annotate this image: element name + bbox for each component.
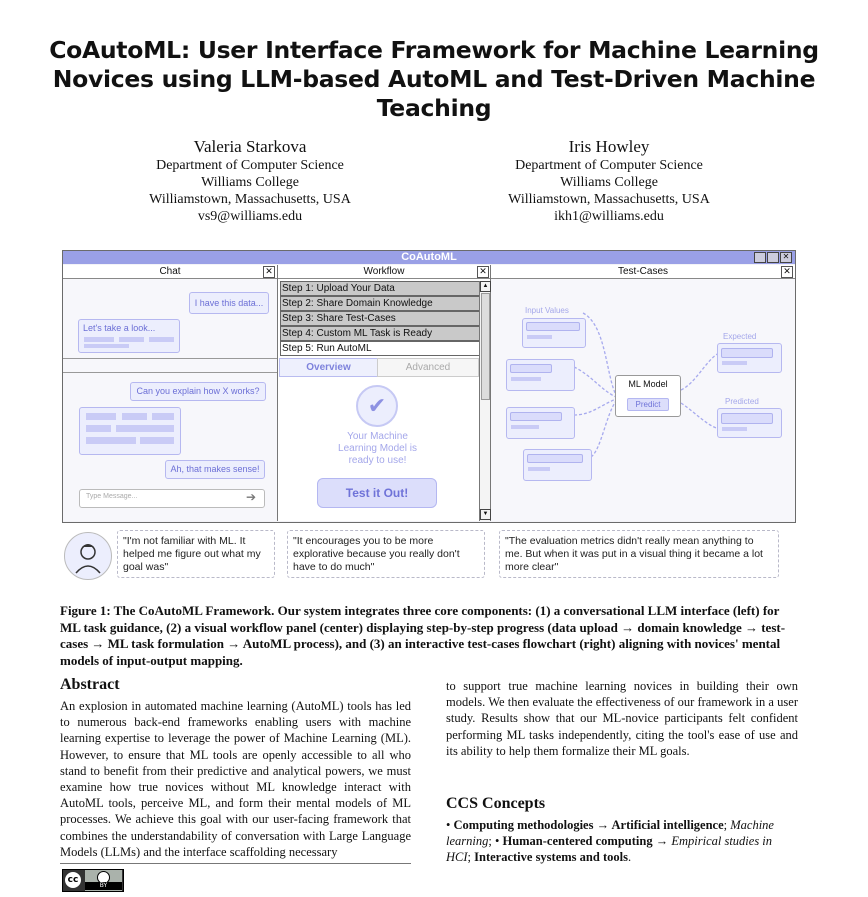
test-cases-title: Test-Cases	[617, 266, 668, 277]
user-quote: "It encourages you to be more explorative because you really don't have to do much"	[287, 530, 485, 578]
tab-overview[interactable]: Overview	[279, 358, 378, 377]
expected-card	[717, 343, 782, 373]
author-email: vs9@williams.edu	[197, 209, 303, 224]
predict-button[interactable]: Predict	[627, 398, 669, 411]
by-label: BY	[85, 882, 122, 890]
value-dropdown[interactable]	[510, 412, 562, 421]
by-icon	[85, 870, 122, 891]
chat-message-blocks	[79, 407, 181, 455]
checkmark-icon: ✔	[356, 385, 398, 427]
input-value-card	[506, 407, 575, 439]
predicted-label: Predicted	[725, 397, 759, 406]
ccs-term: Human-centered computing →	[502, 834, 672, 849]
author-name: Valeria Starkova	[193, 137, 307, 156]
abstract-heading: Abstract	[60, 676, 120, 693]
author-dept: Department of Computer Science	[156, 158, 344, 173]
value-dropdown[interactable]	[721, 348, 773, 358]
app-title-bar	[63, 251, 795, 264]
workflow-step[interactable]: Step 3: Share Test-Cases	[280, 311, 480, 326]
chat-header	[63, 265, 277, 279]
chat-message: I have this data...	[189, 292, 269, 314]
ccs-subterm: Machine learning	[446, 818, 774, 849]
figure-app-window	[62, 250, 796, 523]
value-dropdown[interactable]	[510, 364, 552, 373]
ccs-term: Interactive systems and tools	[474, 850, 628, 865]
author-2	[469, 137, 749, 225]
workflow-step[interactable]: Step 1: Upload Your Data	[280, 281, 480, 296]
close-icon[interactable]: ✕	[477, 266, 489, 278]
scroll-up-icon[interactable]: ▲	[480, 281, 491, 292]
value-dropdown[interactable]	[527, 454, 583, 463]
maximize-icon[interactable]	[767, 252, 779, 263]
author-email: ikh1@williams.edu	[554, 209, 664, 224]
test-cases-panel	[491, 265, 795, 521]
chat-input[interactable]	[79, 489, 265, 508]
ccs-subterm: Empirical studies in HCI	[446, 834, 773, 865]
tab-advanced[interactable]: Advanced	[377, 358, 479, 377]
chat-title: Chat	[159, 266, 181, 277]
test-it-out-button[interactable]: Test it Out!	[317, 478, 437, 508]
chat-message-text: Let's take a look...	[83, 323, 156, 333]
abstract-text-left: An explosion in automated machine learning (AutoML) tools has led to numerous back-end frameworks enabling users with machine learning expertise to leverage the power of Machine Learning (ML). However, to ensure that ML tools are openly accessible to all who stand to benefit from their predictive and analytical powers, we must examine how true novices without ML knowledge interact with AutoML tools, perceive ML, and form their mental models of ML processes. We achieve this goal with our user-facing framework that combines the understandability of conversation with Large Language Models (LLMs) and the interface scaffolding necessary	[60, 699, 411, 859]
author-inst: Williams College	[201, 175, 299, 190]
paper-title: CoAutoML: User Interface Framework for Machine Learning Novices using LLM-based AutoML and Test-Driven Machine Teaching	[49, 36, 819, 122]
scrollbar[interactable]	[479, 281, 490, 521]
ccs-concepts: • Computing methodologies → Artificial intelligence; Machine learning; • Human-centered computing → Empirical studies in HCI; Interactive systems and tools.	[446, 818, 774, 865]
author-loc: Williamstown, Massachusetts, USA	[149, 192, 351, 207]
scroll-thumb[interactable]	[481, 293, 490, 400]
input-value-card	[506, 359, 575, 391]
chat-message: Can you explain how X works?	[130, 382, 266, 401]
close-icon[interactable]: ✕	[263, 266, 275, 278]
predicted-card	[717, 408, 782, 438]
cc-by-badge[interactable]	[62, 869, 124, 892]
user-quote: "I'm not familiar with ML. It helped me figure out what my goal was"	[117, 530, 275, 578]
author-loc: Williamstown, Massachusetts, USA	[508, 192, 710, 207]
author-name: Iris Howley	[568, 137, 650, 156]
chat-panel	[63, 265, 278, 521]
input-value-card	[523, 449, 592, 481]
author-dept: Department of Computer Science	[515, 158, 703, 173]
cc-icon: cc	[65, 872, 81, 888]
chat-ellipsis: ...	[166, 365, 174, 375]
person-icon	[65, 533, 111, 579]
chat-message: Ah, that makes sense!	[165, 460, 265, 479]
value-dropdown[interactable]	[526, 322, 580, 331]
author-inst: Williams College	[560, 175, 658, 190]
divider	[60, 863, 411, 864]
scroll-down-icon[interactable]: ▼	[480, 509, 491, 520]
ready-message: Your Machine Learning Model is ready to use!	[338, 431, 417, 466]
ml-model-label: ML Model	[628, 379, 668, 389]
workflow-header	[278, 265, 490, 279]
close-icon[interactable]: ✕	[781, 266, 793, 278]
app-title: CoAutoML	[401, 251, 457, 263]
workflow-title: Workflow	[363, 266, 405, 277]
ml-model-node	[615, 375, 681, 417]
value-dropdown[interactable]	[721, 413, 773, 424]
minimize-icon[interactable]	[754, 252, 766, 263]
input-values-label: Input Values	[525, 306, 569, 315]
figure-caption: Figure 1: The CoAutoML Framework. Our system integrates three core components: (1) a conversational LLM interface (left) for ML task guidance, (2) a visual workflow panel (center) displaying step-by-step progress (data upload → domain knowledge → test-cases → ML task formulation → AutoML process), and (3) an interactive test-cases flowchart (right) aligning with novices' mental models of input-output mapping.	[60, 603, 786, 668]
close-icon[interactable]: ✕	[780, 252, 792, 263]
user-avatar-icon	[64, 532, 112, 580]
ccs-term: Computing methodologies → Artificial intelligence	[453, 818, 724, 832]
ccs-heading: CCS Concepts	[446, 795, 546, 812]
author-1	[110, 137, 390, 225]
workflow-step[interactable]: Step 2: Share Domain Knowledge	[280, 296, 480, 311]
workflow-step[interactable]: Step 5: Run AutoML	[280, 341, 480, 356]
user-quote: "The evaluation metrics didn't really mean anything to me. But when it was put in a visual thing it became a lot more clear"	[499, 530, 779, 578]
expected-label: Expected	[723, 332, 757, 341]
chat-message	[78, 319, 180, 353]
chat-input-placeholder: Type Message...	[86, 493, 138, 500]
workflow-panel	[278, 265, 491, 521]
input-value-card	[522, 318, 586, 348]
send-icon[interactable]: ➔	[246, 490, 257, 504]
abstract-text-right: to support true machine learning novices in building their own models. We then evaluate the effectiveness of our framework in a user study. Results show that our ML-novice participants felt confident performing ML tasks independently, citing the tool's ease of use and its ability to help them formalize their ML goals.	[446, 679, 798, 758]
workflow-step[interactable]: Step 4: Custom ML Task is Ready	[280, 326, 480, 341]
